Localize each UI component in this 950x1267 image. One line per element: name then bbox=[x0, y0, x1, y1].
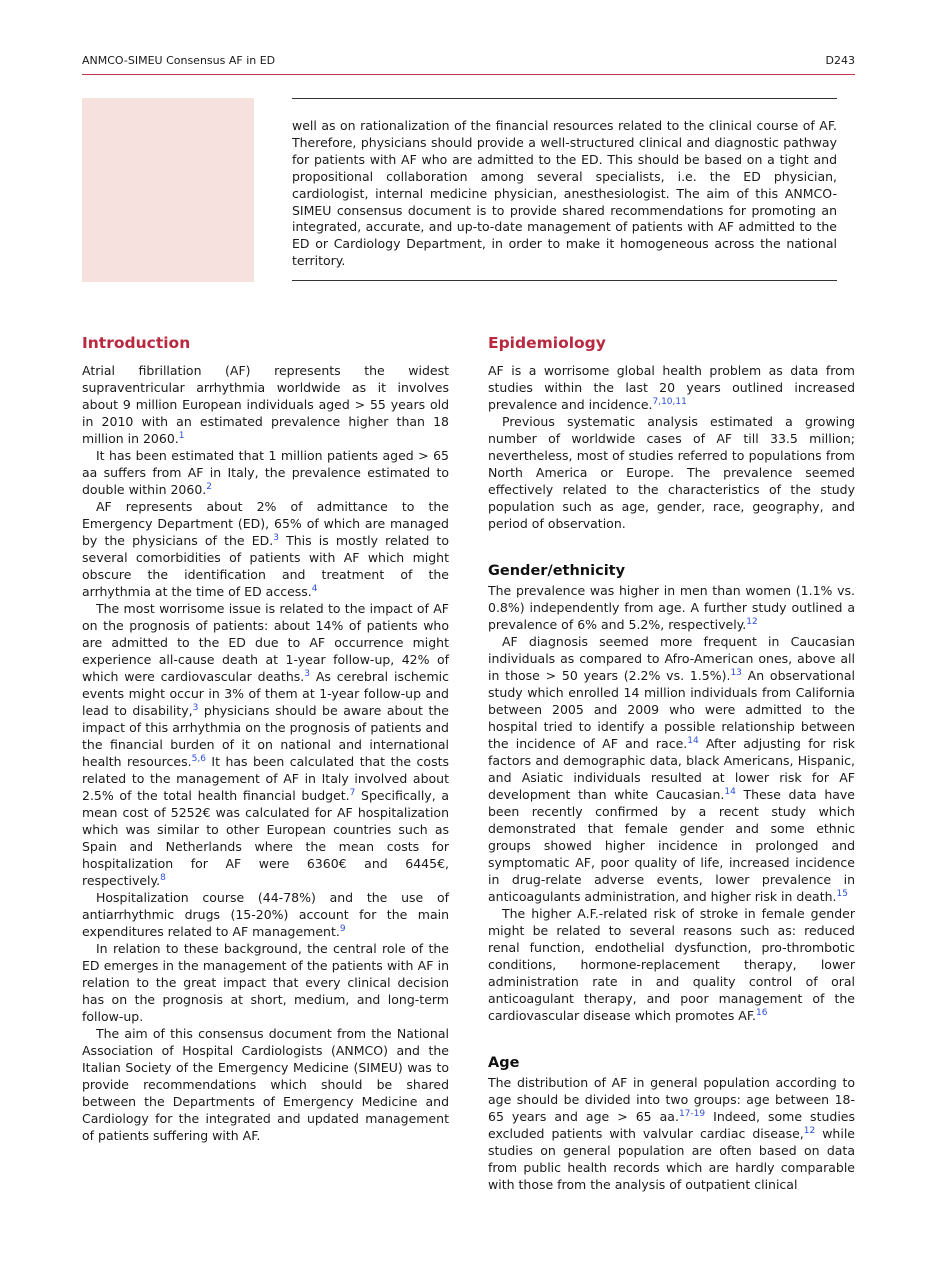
citation-link[interactable]: 3 bbox=[192, 702, 199, 713]
running-title: ANMCO-SIMEU Consensus AF in ED bbox=[82, 54, 276, 67]
epi-paragraph-1: AF is a worrisome global health problem as data from studies within the last 20 years outlined increased prevalence and incidence.$^{7,10,11}$ bbox=[488, 363, 855, 412]
citation-link[interactable]: 3 bbox=[273, 532, 279, 543]
running-header bbox=[82, 54, 855, 75]
abstract-box bbox=[292, 98, 837, 281]
citation-link[interactable]: 9 bbox=[339, 923, 346, 934]
citation-link[interactable]: 14 bbox=[724, 786, 736, 797]
citation-link[interactable]: 7 bbox=[349, 787, 356, 798]
citation-link[interactable]: 2 bbox=[206, 481, 212, 492]
right-column bbox=[488, 333, 855, 1193]
age-paragraph-1: The distribution of AF in general population according to age should be divided into two groups: age between 18-65 years and age > 65 aa.$^{17-19}$ Indeed, some studies excluded patients with valvular cardiac disease,$^{12}$ while studies on general population are often based on data from public health records which are hardly comparable with those from the analysis of outpatient clinical bbox=[488, 1075, 855, 1192]
citation-link[interactable]: 16 bbox=[756, 1007, 768, 1018]
intro-paragraph-2: It has been estimated that 1 million patients aged > 65 aa suffers from AF in Italy, the prevalence estimated to double within 2060.$^2$ bbox=[82, 448, 449, 497]
citation-link[interactable]: 17-19 bbox=[678, 1108, 706, 1119]
intro-paragraph-7: The aim of this consensus document from the National Association of Hospital Cardiologists (ANMCO) and the Italian Society of the Emergency Medicine (SIMEU) was to provide recommendations which should be shared between the Departments of Emergency Medicine and Cardiology for the integrated and updated management of patients suffering with AF. bbox=[82, 1026, 449, 1143]
citation-link[interactable]: 8 bbox=[160, 872, 166, 883]
citation-link[interactable]: 12 bbox=[803, 1125, 816, 1136]
citation-link[interactable]: 5,6 bbox=[191, 753, 206, 764]
gender-ethnicity-heading: Gender/ethnicity bbox=[488, 563, 626, 579]
age-heading: Age bbox=[488, 1055, 520, 1071]
citation-link[interactable]: 3 bbox=[304, 668, 310, 679]
intro-paragraph-5: Hospitalization course (44-78%) and the use of antiarrhythmic drugs (15-20%) account for the main expenditures related to AF management.$^9$ bbox=[82, 890, 449, 939]
citation-link[interactable]: 12 bbox=[746, 616, 758, 627]
intro-paragraph-1: Atrial fibrillation (AF) represents the widest supraventricular arrhythmia worldwide as it involves about 9 million European individuals aged > 55 years old in 2010 with an estimated prevalence higher than 18 million in 2060.$^1$ bbox=[82, 363, 449, 446]
citation-link[interactable]: 7,10,11 bbox=[652, 396, 687, 407]
citation-link[interactable]: 13 bbox=[730, 667, 742, 678]
citation-link[interactable]: 14 bbox=[687, 735, 699, 746]
citation-link[interactable]: 15 bbox=[836, 888, 848, 899]
intro-paragraph-4: The most worrisome issue is related to the impact of AF on the prognosis of patients: about 14% of patients who are admitted to the ED due to AF occurrence might experience all-cause death at 1-year follow-up, 42% of which were cardiovascular deaths.$^3$ As cerebral ischemic events might occur in 3% of them at 1-year follow-up and lead to disability,$^3$ physicians should be aware about the impact of this arrhythmia on the prognosis of patients and the financial burden of it on national and international health resources.$^{5,6}$ It has been calculated that the costs related to the management of AF in Italy involved about 2.5% of the total health financial budget.$^7$ Specifically, a mean cost of 5252€ was calculated for AF hospitalization which was similar to other European countries such as Spain and Netherlands where the mean costs for hospitalization for AF were 6360€ and 6445€, respectively.$^8$ bbox=[82, 601, 450, 888]
intro-paragraph-3: AF represents about 2% of admittance to the Emergency Department (ED), 65% of which are managed by the physicians of the ED.$^3$ This is mostly related to several comorbidities of patients with AF which might obscure the identification and treatment of the arrhythmia at the time of ED access.$^4$ bbox=[82, 499, 449, 599]
abstract-text: well as on rationalization of the financial resources related to the clinical course of AF. Therefore, physicians should provide a well-structured clinical and diagnostic pathway for patients with AF who are admitted to the ED. This should be based on a tight and propositional collaboration among several specialists, i.e. the ED physician, cardiologist, internal medicine physician, anesthesiologist. The aim of this ANMCO-SIMEU consensus document is to provide shared recommendations for promoting an integrated, accurate, and up-to-date management of patients with AF admitted to the ED or Cardiology Department, in order to make it homogeneous across the national territory. bbox=[292, 118, 837, 269]
intro-paragraph-6: In relation to these background, the central role of the ED emerges in the management of the patients with AF in relation to the great impact that every clinical decision has on the prognosis at short, medium, and long-term follow-up. bbox=[82, 941, 449, 1024]
citation-link[interactable]: 1 bbox=[178, 430, 185, 441]
introduction-heading: Introduction bbox=[82, 334, 191, 352]
abstract-sidebar-box bbox=[82, 98, 254, 282]
gender-paragraph-2: AF diagnosis seemed more frequent in Caucasian individuals as compared to Afro-American ones, above all in those > 50 years (2.2% vs. 1.5%).$^{13}$ An observational study which enrolled 14 million individuals from California between 2005 and 2009 who were admitted to the hospital tried to identify a possible relationship between the incidence of AF and race.$^{14}$ After adjusting for risk factors and demographic data, black Americans, Hispanic, and Asiatic individuals resulted at lower risk for AF development than white Caucasian.$^{14}$ These data have been recently confirmed by a recent study which demonstrated that female gender and some ethnic groups showed higher incidence in prolonged and symptomatic AF, poor quality of life, increased incidence in drug-relate adverse events, lower prevalence in anticoagulants administration, and higher risk in death.$^{15}$ bbox=[488, 634, 855, 904]
page-number: D243 bbox=[825, 54, 855, 67]
epidemiology-heading: Epidemiology bbox=[488, 334, 606, 352]
left-column bbox=[82, 333, 449, 1144]
citation-link[interactable]: 4 bbox=[311, 583, 318, 594]
gender-paragraph-3: The higher A.F.-related risk of stroke in female gender might be related to several reasons such as: reduced renal function, endothelial dysfunction, pro-thrombotic conditions, hormone-replacement therapy, lower administration rate in and quality control of oral anticoagulant therapy, and poor management of the cardiovascular disease which promotes AF.$^{16}$ bbox=[488, 906, 855, 1023]
epi-paragraph-2: Previous systematic analysis estimated a growing number of worldwide cases of AF till 33.5 million; nevertheless, most of studies referred to populations from North America or Europe. The prevalence seemed effectively related to the characteristics of the study population such as age, gender, race, geography, and period of observation. bbox=[488, 414, 855, 531]
gender-paragraph-1: The prevalence was higher in men than women (1.1% vs. 0.8%) independently from age. A further study outlined a prevalence of 6% and 5.2%, respectively.$^{12}$ bbox=[488, 583, 855, 632]
